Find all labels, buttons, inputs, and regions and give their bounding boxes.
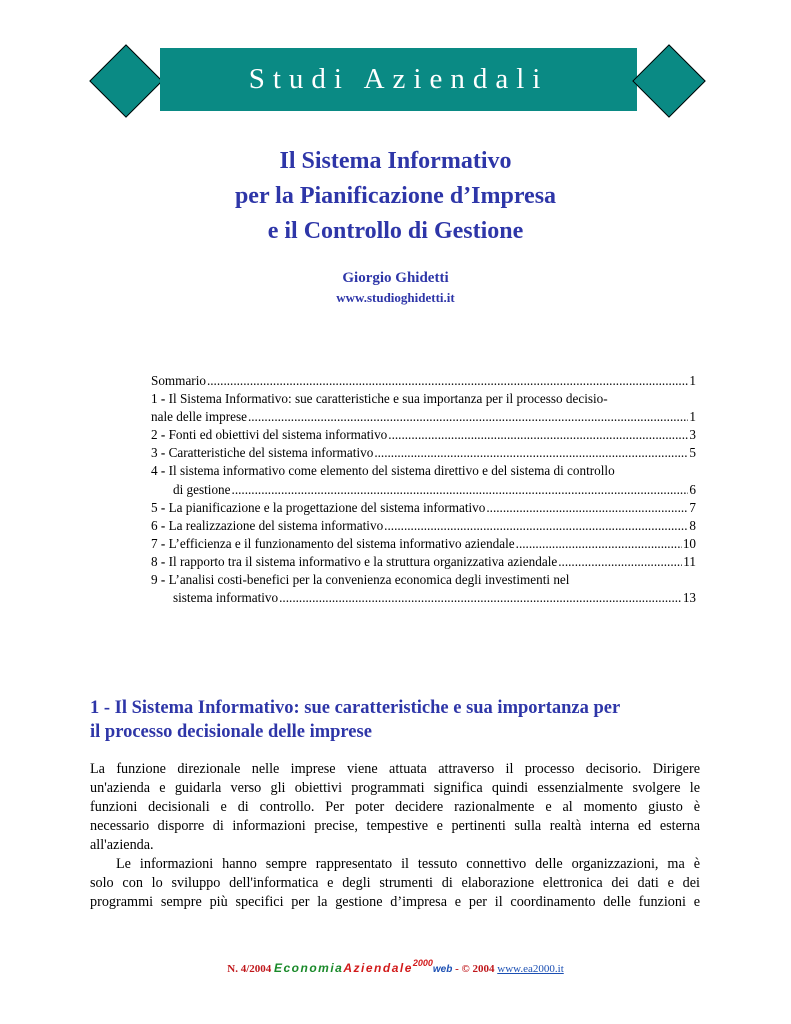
toc-num: 2 [151, 427, 158, 443]
toc-leader [516, 535, 682, 553]
title-line-2: per la Pianificazione d’Impresa [234, 183, 557, 209]
paragraph-line: funzioni decisionali e di controllo. Per poter decidere razionalmente e al momento giusto è [90, 799, 700, 815]
paragraph-line: Le informazioni hanno sempre rappresentato il tessuto connettivo delle organizzazioni, ma è [116, 856, 700, 872]
toc-entry-4[interactable]: 4 - Il sistema informativo come elemento del sistema direttivo e del sistema di controllo di gestione ..... 6 [151, 462, 696, 498]
document-title [0, 144, 791, 249]
toc-page: 6 [689, 481, 696, 497]
economia-aziendale-logo: EconomiaAziendale$^{2000}$web [274, 958, 453, 975]
toc-label: Il Sistema Informativo: sue caratteristiche e sua importanza per il processo decisio- [165, 391, 608, 407]
table-of-contents [151, 372, 696, 607]
toc-num: 7 [151, 535, 158, 551]
toc-num: 1 [151, 391, 158, 407]
toc-entry-5[interactable]: 5 - La pianificazione e la progettazione del sistema informativo ..... 7 [151, 499, 696, 517]
paragraph-2 [90, 855, 700, 912]
toc-leader [388, 426, 688, 444]
toc-page: 5 [689, 445, 696, 461]
toc-leader [232, 481, 689, 499]
toc-page: 13 [682, 590, 696, 606]
paragraph-line: solo con lo sviluppo dell'informatica e degli strumenti di elaborazione elettronica dei dati e dei [90, 875, 700, 891]
toc-label: Caratteristiche del sistema informativo [165, 445, 374, 461]
toc-leader [248, 408, 688, 426]
toc-label-cont: di gestione [173, 481, 231, 497]
toc-num: 4 [151, 463, 158, 479]
toc-num: 3 [151, 445, 158, 461]
section-heading-line-2: il processo decisionale delle imprese [90, 722, 372, 742]
left-diamond-ornament [89, 44, 163, 118]
toc-label: L’efficienza e il funzionamento del sistema informativo aziendale [165, 535, 515, 551]
paragraph-line: all'azienda. [90, 837, 154, 853]
toc-leader [207, 372, 688, 390]
toc-page: 11 [683, 553, 696, 569]
toc-label: L’analisi costi-benefici per la convenienza economica degli investimenti nel [165, 572, 570, 588]
issue-number: N. 4/2004 [227, 963, 272, 975]
toc-entry-sommario[interactable] [151, 372, 696, 390]
toc-label: La pianificazione e la progettazione del sistema informativo [165, 499, 486, 515]
toc-entry-6[interactable]: 6 - La realizzazione del sistema informativo ..... 8 [151, 517, 696, 535]
right-diamond-ornament [632, 44, 706, 118]
section-heading-line-1: 1 - Il Sistema Informativo: sue caratteristiche e sua importanza per [90, 698, 621, 718]
toc-label: La realizzazione del sistema informativo [165, 517, 384, 533]
copyright: © 2004 [461, 963, 495, 975]
paragraph-line: necessario disporre di informazioni precise, tempestive e pertinenti sulla realtà interna ed esterna [90, 818, 700, 834]
footer-separator: - [452, 963, 462, 975]
toc-label: Fonti ed obiettivi del sistema informativo [165, 427, 388, 443]
toc-num: 9 [151, 572, 158, 588]
toc-label: Il rapporto tra il sistema informativo e la struttura organizzativa aziendale [165, 553, 558, 569]
header-banner [160, 48, 637, 111]
toc-entry-3[interactable]: 3 - Caratteristiche del sistema informativo ..... 5 [151, 444, 696, 462]
title-line-3: e il Controllo di Gestione [267, 218, 524, 244]
toc-num: 5 [151, 499, 158, 515]
toc-leader [486, 499, 688, 517]
paragraph-line: La funzione direzionale nelle imprese viene attuata attraverso il processo decisorio. Dirigere [90, 761, 700, 777]
paragraph-line: programmi sempre più specifici per la gestione d’impresa e per il coordinamento delle funzioni e [90, 894, 700, 910]
toc-label-cont: nale delle imprese [151, 409, 247, 425]
paragraph-1 [90, 760, 700, 855]
toc-num: 8 [151, 553, 158, 569]
toc-label: Il sistema informativo come elemento del sistema direttivo e del sistema di controllo [165, 463, 615, 479]
paragraph-line: un'azienda e guidarla verso gli obiettivi programmati significa quindi essenzialmente svolgere le [90, 780, 700, 796]
title-line-1: Il Sistema Informativo [279, 148, 512, 174]
banner-title: Studi Aziendali [248, 63, 549, 95]
toc-page: 10 [682, 535, 696, 551]
toc-page: 1 [689, 373, 696, 388]
footer-link[interactable]: www.ea2000.it [497, 963, 564, 975]
toc-leader [374, 444, 688, 462]
toc-leader [384, 517, 688, 535]
section-heading [90, 696, 710, 744]
toc-entry-7[interactable]: 7 - L’efficienza e il funzionamento del sistema informativo aziendale ..... 10 [151, 535, 696, 553]
author-name: Giorgio Ghidetti [342, 270, 449, 286]
toc-page: 8 [689, 517, 696, 533]
toc-leader [279, 589, 682, 607]
toc-page: 7 [689, 499, 696, 515]
author-website: www.studioghidetti.it [336, 290, 455, 305]
toc-label-cont: sistema informativo [173, 590, 279, 606]
toc-entry-8[interactable]: 8 - Il rapporto tra il sistema informativo e la struttura organizzativa aziendale ..... 11 [151, 553, 696, 571]
page-footer [0, 958, 791, 975]
toc-entry-9[interactable]: 9 - L’analisi costi-benefici per la convenienza economica degli investimenti nel sistema informativo ..... 13 [151, 571, 696, 607]
toc-label: Sommario [151, 373, 206, 388]
toc-leader [558, 553, 682, 571]
toc-entry-2[interactable]: 2 - Fonti ed obiettivi del sistema informativo ..... 3 [151, 426, 696, 444]
toc-entry-1[interactable]: 1 - Il Sistema Informativo: sue caratteristiche e sua importanza per il processo decisio- nale delle imprese ..... 1 [151, 390, 696, 426]
toc-num: 6 [151, 517, 158, 533]
toc-page: 3 [689, 427, 696, 443]
toc-page: 1 [689, 409, 696, 425]
